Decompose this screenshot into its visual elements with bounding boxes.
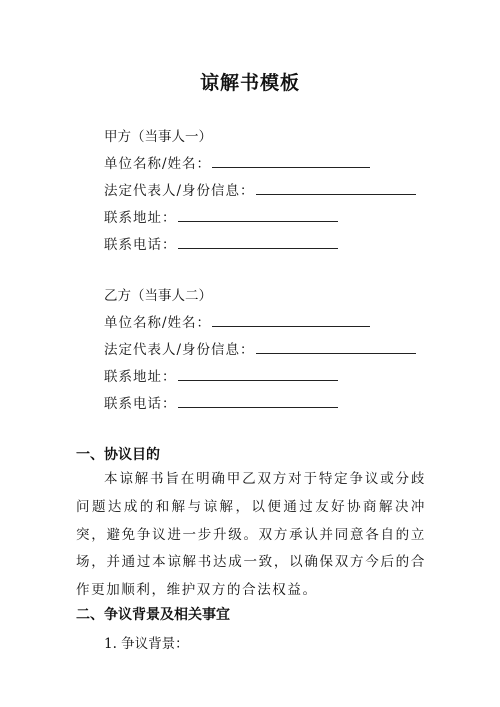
party-b-address-label: 联系地址： [104, 369, 177, 385]
party-b-address-row [104, 364, 416, 391]
party-a-address-field[interactable] [178, 206, 338, 222]
party-a-name-label: 单位名称/姓名： [104, 156, 212, 172]
party-b-phone-field[interactable] [178, 392, 338, 408]
party-a-rep-field[interactable] [256, 179, 416, 195]
party-b-phone-row [104, 391, 416, 418]
party-a-phone-label: 联系电话： [104, 237, 177, 253]
party-a-address-label: 联系地址： [104, 210, 177, 226]
section-1-heading: 一、协议目的 [76, 447, 160, 463]
party-b-rep-row [104, 337, 416, 364]
party-a-block [104, 124, 416, 259]
section-1-paragraph: 本谅解书旨在明确甲乙双方对于特定争议或分歧问题达成的和解与谅解，以便通过友好协商解决冲突，避免争议进一步升级。双方承认并同意各自的立场，并通过本谅解书达成一致，以确保双方今后的合作更加顺利，维护双方的合法权益。 [76, 471, 426, 599]
party-a-address-row [104, 205, 416, 232]
party-a-heading: 甲方（当事人一） [104, 129, 212, 145]
party-b-name-label: 单位名称/姓名： [104, 315, 212, 331]
party-a-name-field[interactable] [212, 152, 370, 168]
party-b-block [104, 283, 416, 418]
party-b-rep-field[interactable] [256, 338, 416, 354]
party-b-name-field[interactable] [212, 311, 370, 327]
party-b-rep-label: 法定代表人/身份信息： [104, 342, 255, 358]
party-b-name-row [104, 310, 416, 337]
party-a-rep-row [104, 178, 416, 205]
party-a-name-row [104, 151, 416, 178]
section-2-item-1: 1. 争议背景： [104, 636, 189, 652]
section-2-heading: 二、争议背景及相关事宜 [76, 607, 230, 623]
party-a-phone-row [104, 232, 416, 259]
party-b-heading: 乙方（当事人二） [104, 288, 212, 304]
party-b-address-field[interactable] [178, 365, 338, 381]
party-a-rep-label: 法定代表人/身份信息： [104, 183, 255, 199]
party-b-phone-label: 联系电话： [104, 396, 177, 412]
party-a-phone-field[interactable] [178, 233, 338, 249]
document-title: 谅解书模板 [199, 72, 300, 94]
